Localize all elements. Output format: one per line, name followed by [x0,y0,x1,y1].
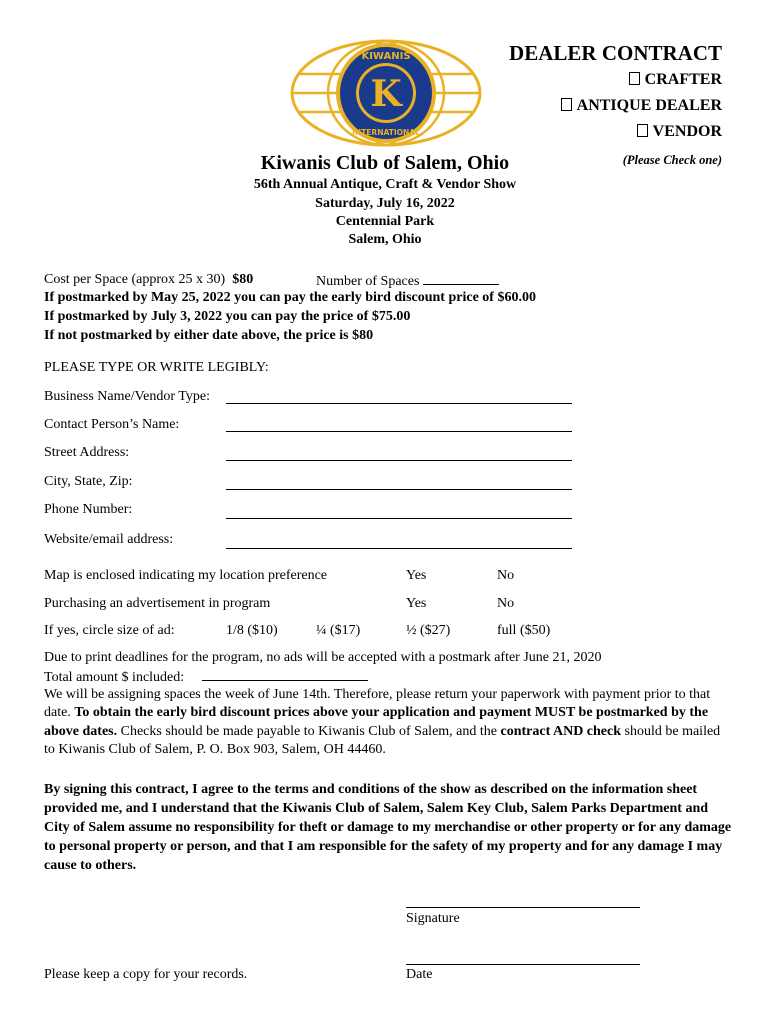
ad-no[interactable]: No [497,596,515,611]
event-date: Saturday, July 16, 2022 [315,196,455,211]
mid-price: If postmarked by July 3, 2022 you can pay the price of $75.00 [44,309,411,324]
event-city: Salem, Ohio [348,232,422,247]
checkbox-icon[interactable] [561,98,572,111]
svg-text:K: K [370,73,402,115]
signature-label: Signature [406,911,460,926]
vendor-checkbox[interactable]: VENDOR [637,123,722,141]
ad-size-label: If yes, circle size of ad: [44,623,175,638]
ad-yes[interactable]: Yes [406,596,427,611]
instructions-paragraph: We will be assigning spaces the week of June 14th. Therefore, please return your paperwork with payment prior to that date. To obtain the early bird discount prices above your application and payment MUST be postmarked by the above dates. Checks should be made payable to Kiwanis Club of Salem, and the contract AND check should be mailed to Kiwanis Club of Salem, P. O. Box 903, Salem, OH 44460. [44,687,721,758]
total-amount-field[interactable]: Total amount $ included: [44,668,368,686]
phone-label: Phone Number: [44,502,133,517]
early-bird-price: If postmarked by May 25, 2022 you can pay the early bird discount price of $60.00 [44,290,536,305]
contact-name-input[interactable] [226,431,572,432]
map-no[interactable]: No [497,568,515,583]
street-label: Street Address: [44,445,130,460]
phone-input[interactable] [226,518,572,519]
svg-text:KIWANIS: KIWANIS [361,51,411,62]
business-name-input[interactable] [226,403,572,404]
terms-paragraph: By signing this contract, I agree to the terms and conditions of the show as described on the information sheet provided me, and I understand that the Kiwanis Club of Salem, Salem Key Club, Salem Parks Department and City of Salem assume no responsibility for theft or damage to my merchandise or other property or for any damage to personal property or person, and that I am responsible for the safety of my property and for any damage I may cause to others. [44,782,732,873]
ad-size-eighth[interactable]: 1/8 ($10) [226,623,278,638]
checkbox-icon[interactable] [629,72,640,85]
org-name: Kiwanis Club of Salem, Ohio [260,152,510,174]
date-line[interactable] [406,964,640,965]
ad-size-quarter[interactable]: ¼ ($17) [316,623,361,638]
ad-size-full[interactable]: full ($50) [497,623,551,638]
keep-copy-note: Please keep a copy for your records. [44,967,248,982]
event-name: 56th Annual Antique, Craft & Vendor Show [253,177,517,192]
map-yes[interactable]: Yes [406,568,427,583]
map-question: Map is enclosed indicating my location preference [44,568,328,583]
form-instruction: PLEASE TYPE OR WRITE LEGIBLY: [44,360,269,375]
total-amount-input[interactable] [202,668,368,681]
contract-title: DEALER CONTRACT [509,41,722,65]
crafter-checkbox[interactable]: CRAFTER [629,71,722,89]
spaces-field[interactable]: Number of Spaces [316,272,499,290]
ad-question: Purchasing an advertisement in program [44,596,271,611]
kiwanis-logo-icon [288,36,484,150]
website-label: Website/email address: [44,532,174,547]
event-venue: Centennial Park [335,214,435,229]
city-state-zip-label: City, State, Zip: [44,474,133,489]
business-name-label: Business Name/Vendor Type: [44,389,210,404]
signature-line[interactable] [406,907,640,908]
kiwanis-logo [288,36,484,150]
ad-size-half[interactable]: ½ ($27) [406,623,451,638]
contact-name-label: Contact Person’s Name: [44,417,180,432]
please-check-note: (Please Check one) [622,153,722,167]
street-input[interactable] [226,460,572,461]
date-label: Date [406,967,433,982]
checkbox-icon[interactable] [637,124,648,137]
spaces-input[interactable] [423,272,499,285]
cost-line: Cost per Space (approx 25 x 30) $80 [44,272,254,287]
svg-text:INTERNATIONAL: INTERNATIONAL [352,128,420,137]
late-price: If not postmarked by either date above, the price is $80 [44,328,374,343]
antique-dealer-checkbox[interactable]: ANTIQUE DEALER [561,97,722,115]
city-state-zip-input[interactable] [226,489,572,490]
website-input[interactable] [226,548,572,549]
deadline-note: Due to print deadlines for the program, no ads will be accepted with a postmark after June 21, 2020 [44,650,602,665]
